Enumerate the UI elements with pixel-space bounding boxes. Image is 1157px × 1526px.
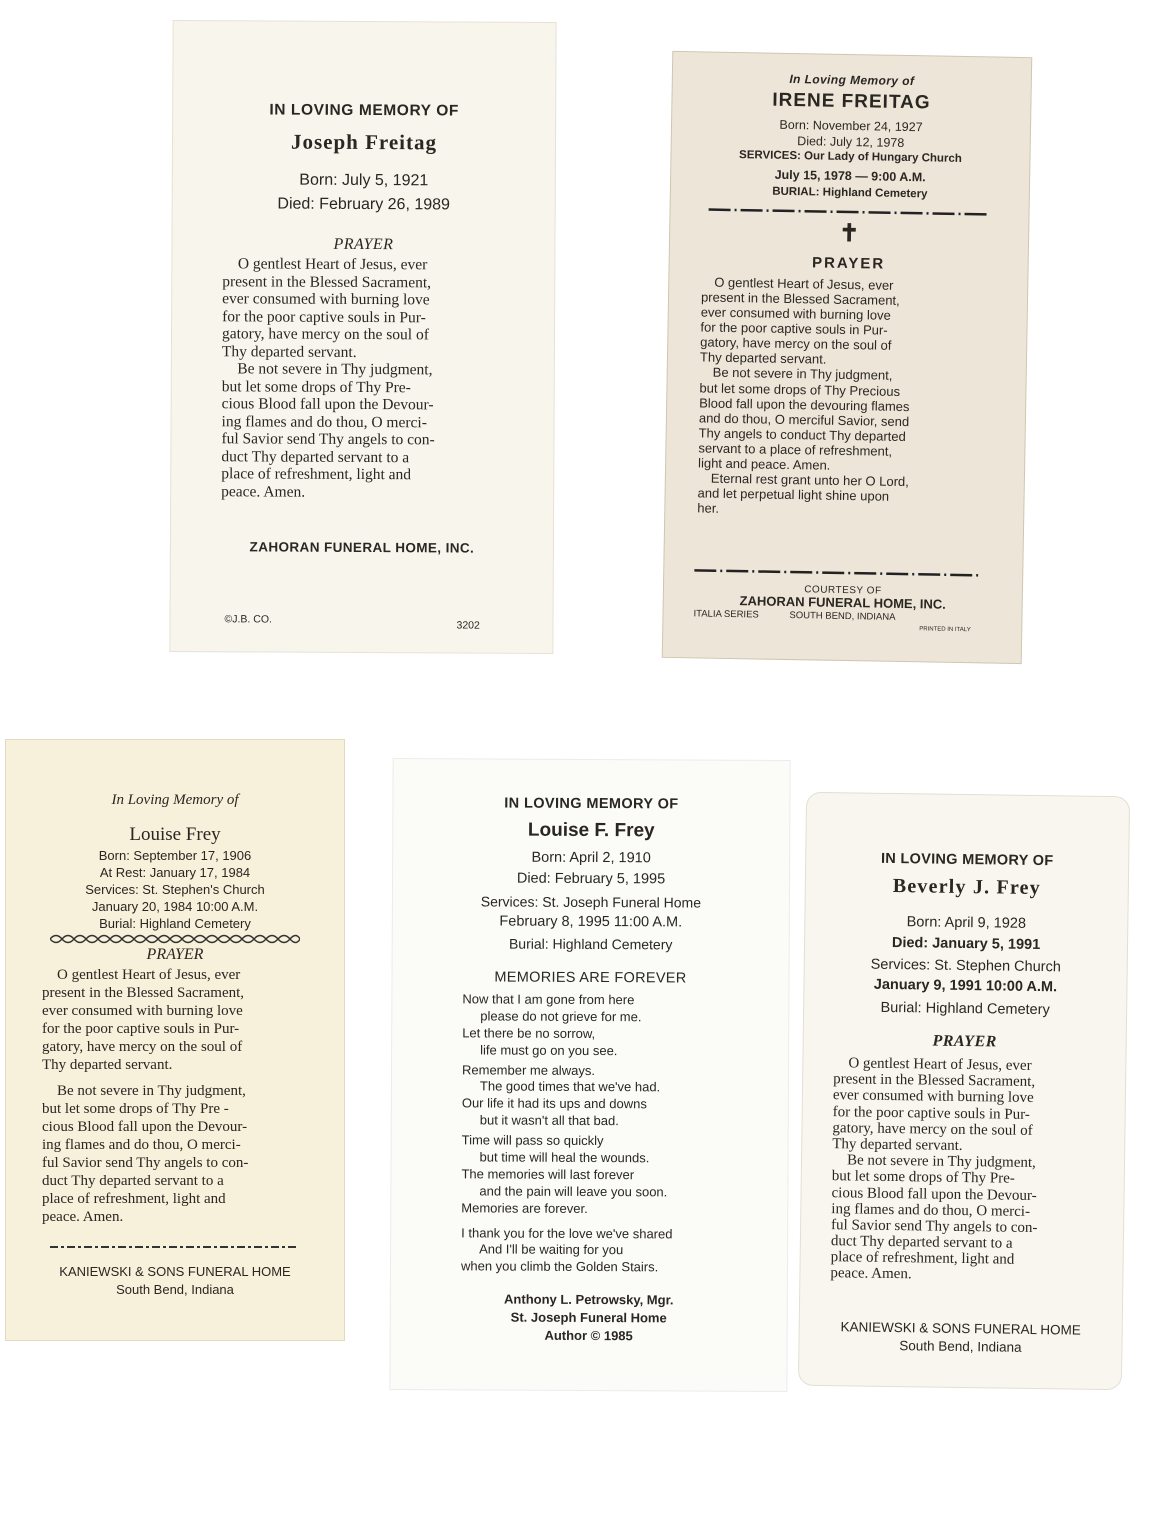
text-line: O gentlest Heart of Jesus, ever: [57, 967, 241, 983]
text-line: Be not severe in Thy judgment,: [712, 365, 893, 384]
author-home: St. Joseph Funeral Home: [510, 1309, 667, 1326]
memorial-card-joseph-freitag: [170, 21, 555, 653]
text-line: for the poor captive souls in Pur-: [222, 307, 426, 326]
funeral-home: KANIEWSKI & SONS FUNERAL HOME: [840, 1319, 1081, 1338]
poem-line: life must go on you see.: [480, 1042, 618, 1058]
copyright-mark: ©J.B. CO.: [224, 613, 272, 626]
prayer-title: PRAYER: [146, 946, 204, 963]
text-line: place of refreshment, light and: [42, 1190, 226, 1207]
text-line: gatory, have mercy on the soul of: [42, 1039, 243, 1055]
poem-text: [461, 991, 762, 1277]
courtesy-label: COURTESY OF: [804, 584, 882, 597]
card-heading: IN LOVING MEMORY OF: [880, 850, 1054, 870]
deceased-name: Louise Frey: [129, 824, 221, 845]
funeral-home: KANIEWSKI & SONS FUNERAL HOME: [59, 1264, 291, 1279]
text-line: present in the Blessed Sacrament,: [833, 1071, 1036, 1091]
born-date: Born: September 17, 1906: [98, 848, 252, 863]
text-line: but let some drops of Thy Pre-: [831, 1168, 1015, 1188]
died-date: Died: February 5, 1995: [516, 870, 666, 888]
text-line: her.: [697, 500, 720, 516]
text-line: but let some drops of Thy Pre -: [42, 1100, 229, 1117]
service-time: January 9, 1991 10:00 A.M.: [873, 976, 1058, 996]
died-date: Died: July 12, 1978: [797, 134, 905, 150]
text-line: ing flames and do thou, O merci-: [42, 1136, 241, 1153]
poem-line: Now that I am gone from here: [462, 991, 635, 1008]
text-line: O gentlest Heart of Jesus, ever: [714, 274, 894, 293]
memorial-card-beverly-j-frey: [799, 793, 1129, 1389]
text-line: peace. Amen.: [42, 1208, 124, 1225]
service-time: January 20, 1984 10:00 A.M.: [91, 899, 259, 914]
poem-line: Our life it had its ups and downs: [461, 1095, 647, 1112]
text-line: present in the Blessed Sacrament,: [222, 272, 432, 291]
funeral-home: ZAHORAN FUNERAL HOME, INC.: [739, 593, 946, 612]
poem-line: The good times that we've had.: [479, 1078, 661, 1095]
deceased-name: Joseph Freitag: [290, 129, 438, 155]
poem-line: Remember me always.: [461, 1061, 596, 1078]
printed-in: PRINTED IN ITALY: [919, 626, 971, 634]
died-date: Died: February 26, 1989: [277, 195, 451, 214]
born-date: Born: April 9, 1928: [906, 914, 1027, 932]
text-line: ever consumed with burning love: [700, 304, 891, 323]
text-line: and do thou, O merciful Savior, send: [698, 410, 910, 429]
ornamental-divider: [694, 567, 978, 578]
services: Services: St. Joseph Funeral Home: [480, 893, 702, 911]
text-line: ever consumed with burning love: [832, 1087, 1034, 1107]
prayer-title: PRAYER: [932, 1032, 997, 1051]
text-line: ever consumed with burning love: [42, 1003, 243, 1019]
text-line: duct Thy departed servant to a: [42, 1172, 224, 1189]
location: South Bend, Indiana: [899, 1338, 1022, 1355]
text-line: gatory, have mercy on the soul of: [832, 1119, 1033, 1139]
text-line: Be not severe in Thy judgment,: [57, 1082, 246, 1099]
prayer-title: PRAYER: [333, 235, 394, 254]
text-line: ing flames and do thou, O merci-: [831, 1200, 1031, 1220]
text-line: present in the Blessed Sacrament,: [700, 289, 900, 308]
text-line: place of refreshment, light and: [830, 1249, 1015, 1268]
text-line: peace. Amen.: [221, 482, 306, 501]
born-date: Born: November 24, 1927: [779, 117, 923, 135]
burial: Burial: Highland Cemetery: [99, 916, 251, 931]
poem-line: Memories are forever.: [461, 1200, 588, 1216]
text-line: duct Thy departed servant to a: [830, 1233, 1013, 1252]
memorial-card-louise-frey: [6, 740, 344, 1340]
text-line: ever consumed with burning love: [222, 290, 430, 309]
burial: Burial: Highland Cemetery: [880, 999, 1050, 1019]
born-date: Born: April 2, 1910: [531, 849, 651, 867]
prayer-text: [830, 1055, 1103, 1285]
wave-divider: [50, 932, 300, 946]
poem-line: but time will heal the wounds.: [479, 1149, 650, 1166]
text-line: for the poor captive souls in Pur-: [832, 1103, 1030, 1123]
poem-line: And I'll be waiting for you: [479, 1241, 624, 1258]
author-line: Author © 1985: [544, 1327, 633, 1344]
memorial-card-louise-f-frey: [390, 759, 789, 1391]
text-line: place of refreshment, light and: [221, 465, 412, 484]
text-line: Eternal rest grant unto her O Lord,: [710, 470, 909, 490]
poem-line: The memories will last forever: [461, 1166, 635, 1183]
service-time: July 15, 1978 — 9:00 A.M.: [774, 167, 926, 185]
text-line: Thy departed servant.: [221, 342, 357, 361]
text-line: Blood fall upon the devouring flames: [699, 395, 910, 414]
text-line: Thy departed servant.: [699, 349, 827, 368]
text-line: peace. Amen.: [830, 1265, 912, 1283]
card-heading: IN LOVING MEMORY OF: [504, 795, 679, 813]
services: Services: St. Stephen Church: [870, 956, 1061, 976]
text-line: and let perpetual light shine upon: [697, 485, 890, 504]
cross-icon: ✝: [838, 220, 860, 248]
text-line: light and peace. Amen.: [698, 455, 831, 473]
text-line: ful Savior send Thy angels to con-: [42, 1154, 249, 1171]
burial: Burial: Highland Cemetery: [508, 935, 673, 953]
died-date: Died: January 5, 1991: [891, 934, 1041, 954]
text-line: gatory, have mercy on the soul of: [700, 334, 892, 354]
poem-line: Time will pass so quickly: [461, 1132, 604, 1149]
card-heading: IN LOVING MEMORY OF: [269, 101, 460, 120]
poem-line: and the pain will leave you soon.: [479, 1183, 668, 1200]
funeral-home: ZAHORAN FUNERAL HOME, INC.: [249, 539, 475, 556]
poem-line: Let there be no sorrow,: [462, 1025, 596, 1041]
services: Services: St. Stephen's Church: [85, 882, 265, 897]
born-date: Born: July 5, 1921: [299, 171, 429, 190]
text-line: servant to a place of refreshment,: [698, 440, 893, 459]
text-line: duct Thy departed servant to a: [221, 447, 410, 466]
deceased-name: IRENE FREITAG: [772, 89, 931, 114]
text-line: Thy departed servant.: [832, 1136, 963, 1154]
card-heading: In Loving Memory of: [789, 71, 915, 89]
poem-line: but it wasn't all that bad.: [479, 1112, 619, 1129]
text-line: Thy angels to conduct Thy departed: [698, 425, 906, 444]
dash-divider: [50, 1244, 298, 1250]
text-line: Thy departed servant.: [42, 1057, 173, 1073]
memorial-card-irene-freitag: [663, 52, 1032, 663]
text-line: ful Savior send Thy angels to con-: [221, 430, 435, 449]
poem-title: MEMORIES ARE FOREVER: [494, 969, 687, 987]
text-line: ing flames and do thou, O merci-: [221, 412, 427, 431]
prayer-text: [42, 966, 304, 1226]
text-line: but let some drops of Thy Precious: [699, 379, 901, 399]
poem-line: I thank you for the love we've shared: [461, 1224, 673, 1242]
location: SOUTH BEND, INDIANA: [789, 610, 896, 623]
text-line: O gentlest Heart of Jesus, ever: [237, 255, 428, 274]
text-line: for the poor captive souls in Pur-: [700, 319, 888, 338]
text-line: cious Blood fall upon the Devour-: [831, 1184, 1037, 1204]
poem-line: when you climb the Golden Stairs.: [460, 1258, 659, 1275]
card-number: 3202: [456, 619, 480, 632]
rest-date: At Rest: January 17, 1984: [99, 865, 251, 880]
text-line: Be not severe in Thy judgment,: [237, 360, 433, 379]
text-line: but let some drops of Thy Pre-: [221, 377, 411, 396]
text-line: cious Blood fall upon the Devour-: [221, 395, 434, 414]
author-name: Anthony L. Petrowsky, Mgr.: [504, 1291, 674, 1308]
services: SERVICES: Our Lady of Hungary Church: [739, 149, 962, 165]
text-line: for the poor captive souls in Pur-: [42, 1021, 240, 1037]
prayer-title: PRAYER: [811, 254, 886, 273]
ornamental-divider: [709, 207, 991, 218]
poem-line: please do not grieve for me.: [480, 1008, 642, 1025]
series-label: ITALIA SERIES: [693, 608, 759, 621]
text-line: O gentlest Heart of Jesus, ever: [848, 1055, 1032, 1074]
prayer-text: [221, 255, 496, 501]
service-time: February 8, 1995 11:00 A.M.: [499, 913, 683, 931]
location: South Bend, Indiana: [116, 1282, 234, 1297]
burial: BURIAL: Highland Cemetery: [772, 185, 928, 201]
prayer-text: [697, 274, 987, 520]
text-line: ful Savior send Thy angels to con-: [831, 1217, 1038, 1236]
text-line: present in the Blessed Sacrament,: [42, 985, 245, 1001]
deceased-name: Beverly J. Frey: [892, 874, 1042, 900]
text-line: gatory, have mercy on the soul of: [221, 325, 429, 344]
text-line: cious Blood fall upon the Devour-: [42, 1118, 248, 1135]
deceased-name: Louise F. Frey: [527, 819, 655, 842]
card-heading: In Loving Memory of: [111, 792, 239, 808]
text-line: Be not severe in Thy judgment,: [846, 1152, 1036, 1172]
